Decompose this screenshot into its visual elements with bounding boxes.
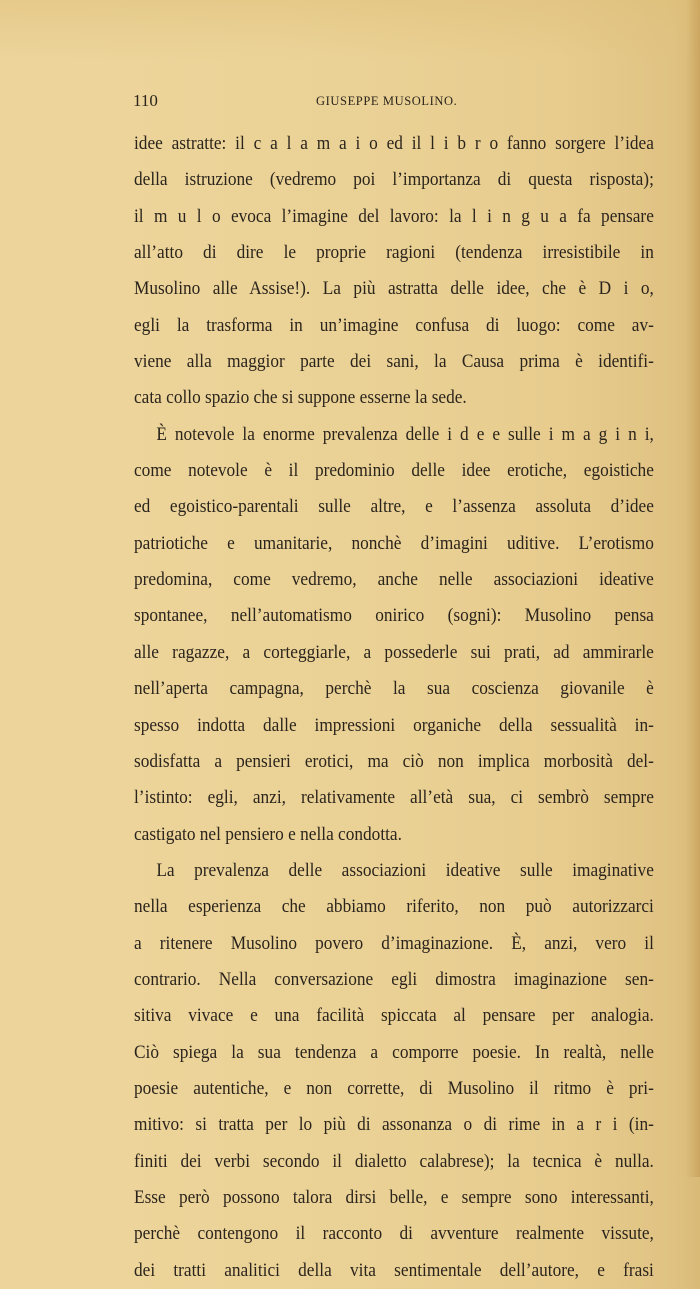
text-line: viene alla maggior parte dei sani, la Causa prima è identifi-	[134, 351, 654, 373]
text-line: Musolino alle Assise!). La più astratta delle idee, che è D i o,	[134, 278, 654, 300]
text-line: Ciò spiega la sua tendenza a comporre poesie. In realtà, nelle	[134, 1041, 654, 1063]
text-line: finiti dei verbi secondo il dialetto calabrese); la tecnica è nulla.	[134, 1150, 654, 1172]
text-line: all’atto di dire le proprie ragioni (tendenza irresistibile in	[134, 242, 654, 264]
page-number: 110	[133, 91, 158, 110]
text-line: a ritenere Musolino povero d’imaginazione. È, anzi, vero il	[134, 932, 654, 954]
text-line: egli la trasforma in un’imagine confusa di luogo: come av-	[134, 314, 654, 336]
text-line: spontanee, nell’automatismo onirico (sogni): Musolino pensa	[134, 605, 654, 627]
text-line: nell’aperta campagna, perchè la sua coscienza giovanile è	[134, 678, 654, 700]
text-line: perchè contengono il racconto di avventure realmente vissute,	[134, 1223, 654, 1245]
text-line: La prevalenza delle associazioni ideative sulle imaginative	[156, 859, 654, 881]
text-line: sodisfatta a pensieri erotici, ma ciò non implica morbosità del-	[134, 750, 654, 772]
text-line: l’istinto: egli, anzi, relativamente all’età sua, ci sembrò sempre	[134, 787, 654, 809]
text-line: della istruzione (vedremo poi l’importanza di questa risposta);	[134, 169, 654, 191]
text-line: spesso indotta dalle impressioni organiche della sessualità in-	[134, 714, 654, 736]
text-line: il m u l o evoca l’imagine del lavoro: la l i n g u a fa pensare	[134, 205, 654, 227]
running-head: GIUSEPPE MUSOLINO.	[316, 94, 458, 108]
text-line: predomina, come vedremo, anche nelle associazioni ideative	[134, 569, 654, 591]
text-line: castigato nel pensiero e nella condotta.	[134, 823, 402, 845]
text-line: idee astratte: il c a l a m a i o ed il l i b r o fanno sorgere l’idea	[134, 133, 654, 154]
text-line: cata collo spazio che si suppone esserne la sede.	[134, 387, 467, 409]
text-line: poesie autentiche, e non corrette, di Musolino il ritmo è pri-	[134, 1077, 654, 1099]
text-line: ed egoistico-parentali sulle altre, e l’assenza assoluta d’idee	[134, 496, 654, 518]
text-line: sitiva vivace e una facilità spiccata al pensare per analogia.	[134, 1005, 654, 1027]
text-line: È notevole la enorme prevalenza delle i d e e sulle i m a g i n i,	[156, 423, 654, 445]
page-shading	[0, 0, 700, 60]
page-edge-shadow	[686, 0, 700, 1177]
page-header	[133, 91, 653, 111]
text-line: mitivo: si tratta per lo più di assonanza o di rime in a r i (in-	[134, 1114, 654, 1136]
text-line: contrario. Nella conversazione egli dimostra imaginazione sen-	[134, 968, 654, 990]
text-line: patriotiche e umanitarie, nonchè d’imagini uditive. L’erotismo	[134, 532, 654, 554]
text-line: come notevole è il predominio delle idee erotiche, egoistiche	[134, 460, 654, 482]
body-text	[134, 126, 654, 1289]
text-line: nella esperienza che abbiamo riferito, non può autorizzarci	[134, 896, 654, 918]
text-line: Esse però possono talora dirsi belle, e sempre sono interessanti,	[134, 1186, 654, 1208]
text-line: dei tratti analitici della vita sentimentale dell’autore, e frasi	[134, 1259, 654, 1281]
text-line: alle ragazze, a corteggiarle, a possederle sui prati, ad ammirarle	[134, 641, 654, 663]
